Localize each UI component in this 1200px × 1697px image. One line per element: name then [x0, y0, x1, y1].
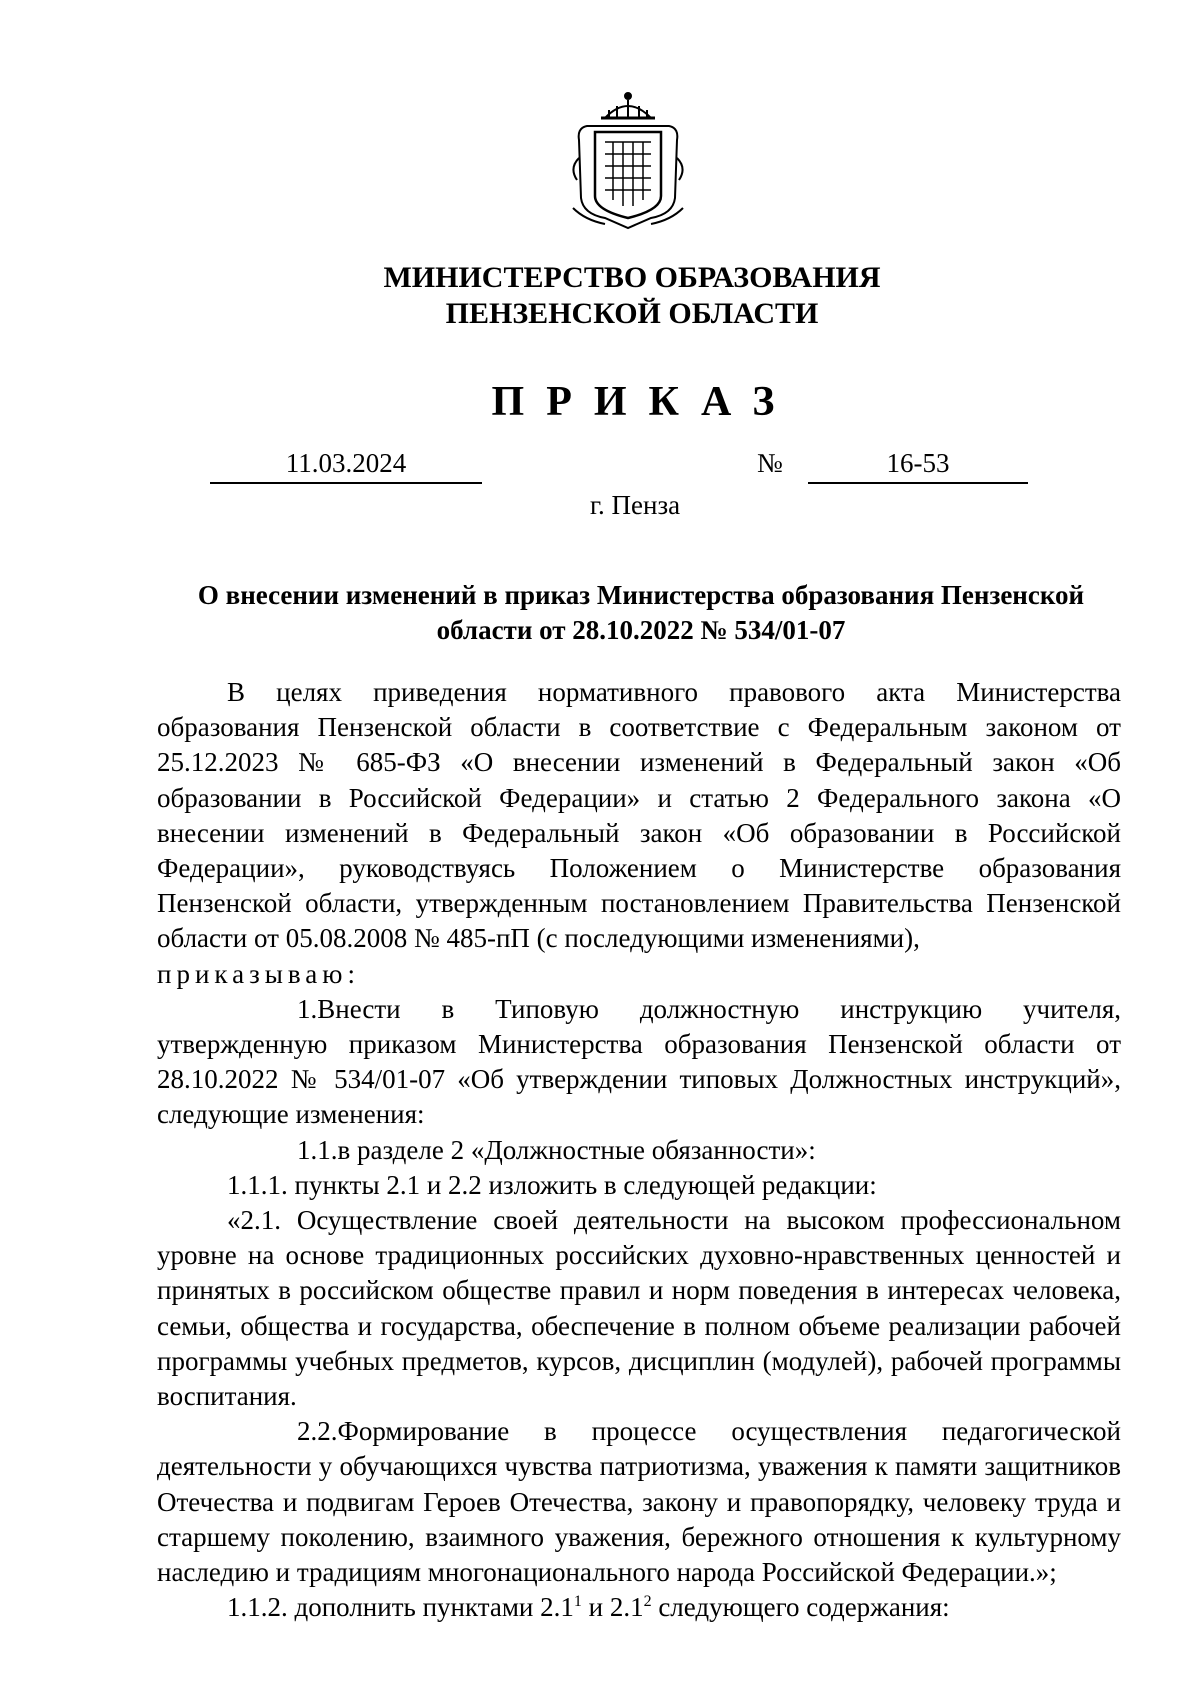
number-sign: № — [757, 448, 783, 478]
item-1-paragraph — [157, 992, 1121, 1133]
ministry-name-line2: ПЕНЗЕНСКОЙ ОБЛАСТИ — [445, 297, 819, 330]
preamble-paragraph: В целях приведения нормативного правового акта Министерства образования Пензенской области в соответствие с Федеральным законом от 25.12.2023 № 685-ФЗ «О внесении изменений в Федеральный закон «Об образовании в Российской Федерации» и статью 2 Федерального закона «О внесении изменений в Федеральный закон «Об образовании в Российской Федерации», руководствуясь Положением о Министерстве образования Пензенской области, утвержденным постановлением Правительства Пензенской области от 05.08.2008 № 485-пП (с последующими изменениями), — [157, 677, 1121, 954]
item-1-1-1-text: пункты 2.1 и 2.2 изложить в следующей редакции: — [294, 1169, 877, 1200]
point-2-2-paragraph — [157, 1414, 1121, 1590]
ministry-name-line1: МИНИСТЕРСТВО ОБРАЗОВАНИЯ — [383, 261, 881, 294]
item-1-1-2-text-c: следующего содержания: — [651, 1592, 950, 1623]
item-1-1-2-paragraph — [157, 1590, 1121, 1625]
item-1-1-number: 1.1. — [297, 1134, 338, 1165]
document-type-heading: ПРИКАЗ — [491, 379, 797, 425]
city-name: г. Пенза — [590, 490, 681, 520]
point-2-2-text: Формирование в процессе осуществления педагогической деятельности у обучающихся чувства патриотизма, уважения к памяти защитников Отечества и подвигам Героев Отечества, закону и правопорядку, человеку труда и старшему поколению, взаимного уважения, бережного отношения к культурному наследию и традициям многонационального народа Российской Федерации.»; — [157, 1416, 1121, 1588]
item-1-1-paragraph — [157, 1133, 1121, 1168]
coat-of-arms-emblem — [565, 88, 691, 238]
superscript-1: 1 — [573, 1593, 582, 1611]
item-1-1-1-paragraph — [157, 1168, 1121, 1203]
order-number: 16-53 — [808, 446, 1028, 484]
point-2-1-paragraph: «2.1. Осуществление своей деятельности на высоком профессиональном уровне на основе традиционных российских духовно-нравственных ценностей и принятых в российском обществе правил и норм поведения в интересах человека, семьи, общества и государства, обеспечение в полном объеме реализации рабочей программы учебных предметов, курсов, дисциплин (модулей), рабочей программы воспитания. — [157, 1205, 1121, 1412]
document-title-line1: О внесении изменений в приказ Министерства образования Пензенской — [197, 580, 1085, 610]
point-2-2-number: 2.2. — [297, 1416, 338, 1447]
item-1-text: Внести в Типовую должностную инструкцию учителя, утвержденную приказом Министерства образования Пензенской области от 28.10.2022 № 534/01-07 «Об утверждении типовых Должностных инструкций», следующие изменения: — [157, 993, 1121, 1130]
document-title — [160, 578, 1122, 648]
ministry-name — [32, 260, 1200, 332]
order-word: приказываю: — [157, 958, 360, 989]
item-1-1-text: в разделе 2 «Должностные обязанности»: — [337, 1134, 816, 1165]
item-1-1-2-text-a: дополнить пунктами 2.1 — [294, 1592, 574, 1623]
item-1-1-2-number: 1.1.2. — [227, 1592, 288, 1623]
item-1-1-2-text-b: и 2.1 — [581, 1592, 644, 1623]
item-1-1-1-number: 1.1.1. — [227, 1169, 288, 1200]
document-body — [157, 675, 1121, 1625]
item-1-number: 1. — [297, 993, 318, 1024]
superscript-2: 2 — [643, 1593, 652, 1611]
order-date: 11.03.2024 — [210, 446, 482, 484]
document-title-line2: области от 28.10.2022 № 534/01-07 — [436, 615, 846, 645]
